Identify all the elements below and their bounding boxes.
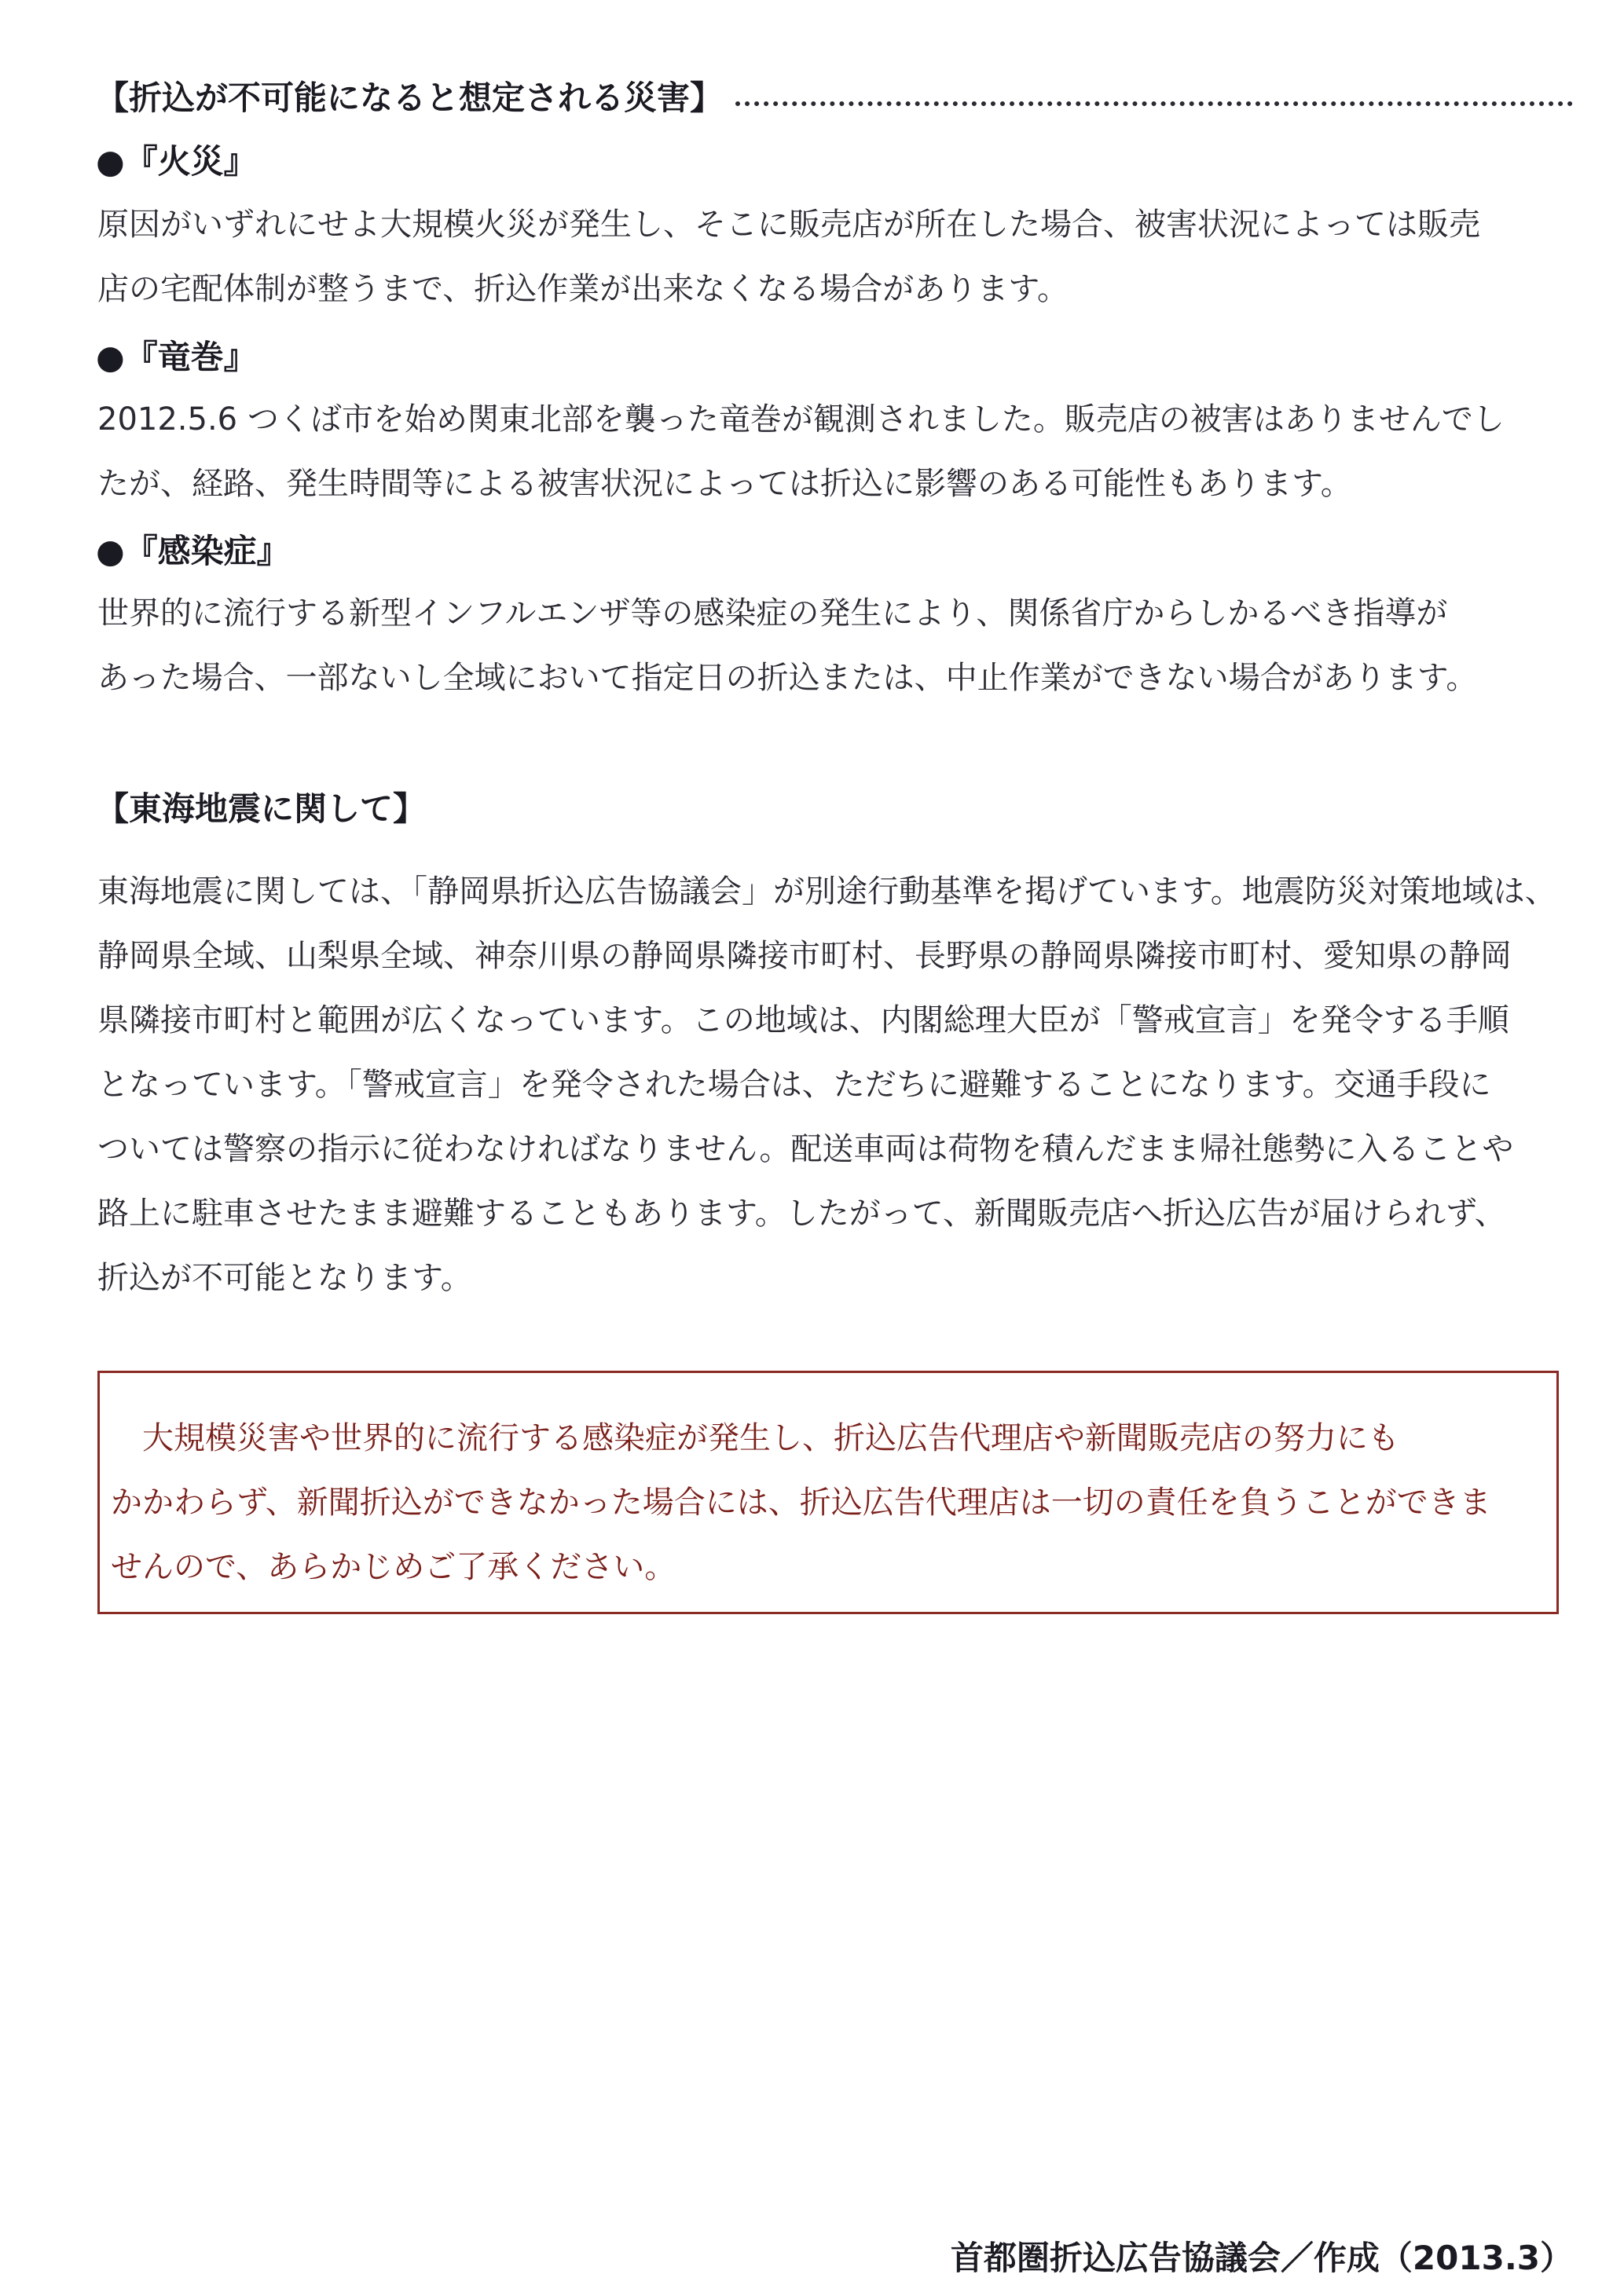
tornado-paragraph [97,387,1505,516]
fire-line-1: 原因がいずれにせよ大規模火災が発生し、そこに販売店が所在した場合、被害状況によっては販売 [97,207,1480,243]
tokai-line-2: 静岡県全域、山梨県全域、神奈川県の静岡県隣接市町村、長野県の静岡県隣接市町村、愛知県の静岡 [97,938,1512,974]
tokai-line-5: ついては警察の指示に従わなければなりません。配送車両は荷物を積んだまま帰社態勢に入ることや [97,1131,1514,1167]
disclaimer-line-1: 大規模災害や世界的に流行する感染症が発生し、折込広告代理店や新聞販売店の努力にも [111,1420,1399,1456]
tokai-line-7: 折込が不可能となります。 [97,1260,472,1296]
disasters-heading: 【折込が不可能になると想定される災害】 [96,79,724,117]
infection-paragraph [97,581,1477,710]
disclaimer-line-2: かかわらず、新聞折込ができなかった場合には、折込広告代理店は一切の責任を負うことができま [111,1485,1491,1521]
dotted-leader [735,101,1573,106]
tokai-line-6: 路上に駐車させたまま避難することもあります。したがって、新聞販売店へ折込広告が届けられず、 [97,1196,1506,1232]
infection-heading: ●『感染症』 [96,532,290,570]
infection-line-1: 世界的に流行する新型インフルエンザ等の感染症の発生により、関係省庁からしかるべき指導が [97,595,1448,632]
tornado-line-2: たが、経路、発生時間等による被害状況によっては折込に影響のある可能性もあります。 [97,466,1352,502]
tokai-line-3: 県隣接市町村と範囲が広くなっています。この地域は、内閣総理大臣が「警戒宣言」を発令する手順 [97,1002,1509,1038]
disasters-heading-row [96,75,1573,122]
disclaimer-line-3: せんので、あらかじめご了承ください。 [111,1549,676,1585]
disclaimer-box [97,1371,1559,1614]
infection-line-2: あった場合、一部ないし全域において指定日の折込または、中止作業ができない場合があります。 [97,660,1478,696]
tokai-line-1: 東海地震に関しては、「静岡県折込広告協議会」が別途行動基準を掲げています。地震防災対策地域は、 [97,873,1556,910]
tokai-paragraph [97,859,1556,1310]
footer-credit: 首都圏折込広告協議会／作成（2013.3） [950,2239,1573,2277]
fire-line-2: 店の宅配体制が整うまで、折込作業が出来なくなる場合があります。 [97,271,1069,307]
tornado-heading: ●『竜巻』 [96,338,257,376]
tornado-line-1: 2012.5.6 つくば市を始め関東北部を襲った竜巻が観測されました。販売店の被害はありませんでし [97,401,1505,438]
fire-heading: ●『火災』 [96,142,257,181]
tokai-heading: 【東海地震に関して】 [96,789,427,828]
tokai-line-4: となっています。「警戒宣言」を発令された場合は、ただちに避難することになります。交通手段に [97,1067,1491,1103]
disclaimer-text [111,1406,1491,1599]
fire-paragraph [97,192,1480,321]
